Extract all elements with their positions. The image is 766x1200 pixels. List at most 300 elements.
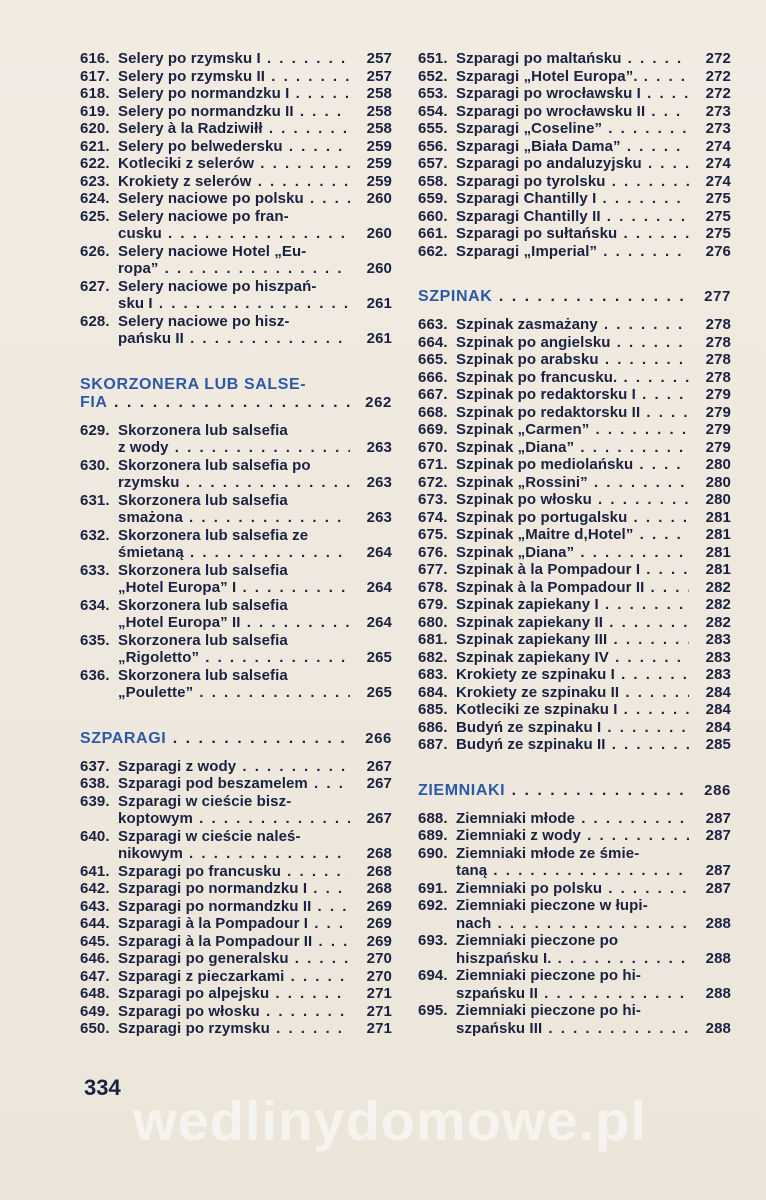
entry-title [456, 155, 689, 173]
entry-page-number: 279 [705, 403, 731, 421]
entry-number: 692. [418, 897, 448, 914]
entry-number: 686. [418, 718, 448, 736]
entry-title-line: taną . . . [456, 862, 689, 880]
section-page-number: 277 [704, 288, 731, 305]
entry-number: 666. [418, 368, 448, 386]
entry-number: 655. [418, 120, 448, 137]
entry-number: 623. [80, 172, 110, 190]
entry-page-number: 259 [366, 155, 392, 172]
index-entry [80, 880, 392, 898]
entry-title-line: Ziemniaki młode . . . [456, 810, 689, 828]
index-entry [80, 1003, 392, 1021]
entry-title-line: „Poulette” . . . [118, 684, 350, 702]
entry-title-line: śmietaną . . . [118, 544, 350, 562]
entry-page-number: 287 [705, 827, 731, 844]
entry-title [456, 561, 689, 579]
entry-title [456, 404, 689, 422]
entry-number: 688. [418, 809, 448, 827]
entry-page-number: 284 [705, 683, 731, 701]
index-entry [80, 968, 392, 986]
entry-title-line: Szpinak po włosku . . . [456, 491, 689, 509]
entry-title [118, 313, 350, 348]
entry-title-line: Kotleciki ze szpinaku I . . . [456, 701, 689, 719]
entry-title-line: rzymsku . . . [118, 474, 350, 492]
entry-title-line: Szparagi „Biała Dama” . . . [456, 138, 689, 156]
entry-page-number: 285 [705, 736, 731, 753]
index-entry [80, 667, 392, 702]
section-page-number: 286 [704, 781, 731, 799]
index-entry [80, 915, 392, 933]
entry-title-line: Skorzonera lub salsefia [118, 666, 288, 684]
index-entry [80, 278, 392, 313]
entry-title [456, 932, 689, 967]
entry-title [118, 457, 350, 492]
index-entry [418, 579, 731, 597]
entry-page-number: 272 [705, 67, 731, 85]
entry-number: 684. [418, 683, 448, 701]
entry-title-line: cusku . . . [118, 225, 350, 243]
entry-title-line: Szparagi pod beszamelem . . . [118, 775, 350, 793]
entry-title [456, 810, 689, 828]
entry-number: 671. [418, 456, 448, 473]
index-column-right [418, 50, 731, 1037]
entry-title [118, 898, 350, 916]
entry-page-number: 273 [705, 120, 731, 137]
entry-title [118, 138, 350, 156]
entry-title [456, 649, 689, 667]
entry-page-number: 265 [366, 684, 392, 701]
entry-title [456, 456, 689, 474]
section-title-line: FIA . . . [80, 394, 350, 412]
entry-title [456, 439, 689, 457]
entry-number: 672. [418, 473, 448, 491]
index-entry [80, 758, 392, 776]
entry-number: 654. [418, 102, 448, 120]
entry-title-line: Szparagi à la Pompadour II . . . [118, 933, 350, 951]
index-entry [80, 828, 392, 863]
entry-page-number: 278 [705, 333, 731, 351]
entry-number: 660. [418, 207, 448, 225]
index-entry [80, 243, 392, 278]
entry-title [118, 1020, 350, 1038]
index-entry [80, 68, 392, 86]
entry-title [456, 208, 689, 226]
index-entry [418, 456, 731, 474]
entry-page-number: 280 [705, 456, 731, 473]
index-entry [418, 561, 731, 579]
entry-title-line: Szparagi „Imperial” . . . [456, 243, 689, 261]
index-entry [418, 404, 731, 422]
entry-page-number: 268 [366, 845, 392, 862]
index-entry [80, 103, 392, 121]
entry-number: 621. [80, 137, 110, 155]
entry-title-line: Szpinak zasmażany . . . [456, 316, 689, 334]
entry-page-number: 261 [366, 330, 392, 347]
entry-title-line: Szpinak à la Pompadour II . . . [456, 579, 689, 597]
entry-number: 634. [80, 596, 110, 614]
index-entry [418, 120, 731, 138]
entry-title-line: Skorzonera lub salsefia [118, 491, 288, 509]
entry-title [118, 173, 350, 191]
entry-page-number: 279 [705, 386, 731, 403]
index-entry [80, 562, 392, 597]
entry-title [456, 736, 689, 754]
entry-title-line: sku I . . . [118, 295, 350, 313]
entry-page-number: 288 [705, 984, 731, 1002]
entry-number: 662. [418, 242, 448, 260]
entry-page-number: 271 [366, 1002, 392, 1020]
entry-title-line: Szparagi Chantilly I . . . [456, 190, 689, 208]
entry-number: 657. [418, 155, 448, 172]
section-title [80, 376, 350, 412]
index-entry [80, 898, 392, 916]
entry-page-number: 263 [366, 439, 392, 456]
entry-title [118, 950, 350, 968]
entry-title [118, 597, 350, 632]
entry-page-number: 269 [366, 897, 392, 915]
index-entry [418, 810, 731, 828]
entry-title [456, 316, 689, 334]
entry-page-number: 274 [705, 172, 731, 190]
index-entry [418, 369, 731, 387]
index-entry [80, 632, 392, 667]
index-entry [418, 967, 731, 1002]
entry-title-line: Selery à la Radziwiłł . . . [118, 120, 350, 138]
entry-title [118, 880, 350, 898]
entry-number: 664. [418, 333, 448, 351]
entry-page-number: 279 [705, 421, 731, 438]
entry-number: 644. [80, 915, 110, 932]
entry-title-line: „Hotel Europa” I . . . [118, 579, 350, 597]
entry-title-line: Szparagi w cieście bisz- [118, 792, 292, 810]
entry-title [456, 596, 689, 614]
entry-title-line: Skorzonera lub salsefia ze [118, 526, 309, 544]
page-number: 334 [84, 1075, 121, 1100]
entry-title-line: Krokiety z selerów . . . [118, 173, 350, 191]
entry-title [118, 632, 350, 667]
entry-number: 618. [80, 85, 110, 102]
entry-page-number: 275 [705, 207, 731, 225]
entry-page-number: 269 [366, 932, 392, 950]
entry-number: 675. [418, 526, 448, 543]
section-title-line: SZPINAK . . . [418, 288, 689, 306]
entry-title-line: Selery naciowe po hisz- [118, 312, 290, 330]
entry-page-number: 260 [366, 225, 392, 242]
index-entry [418, 243, 731, 261]
entry-page-number: 281 [705, 561, 731, 578]
entry-title [456, 225, 689, 243]
entry-title [456, 1002, 689, 1037]
watermark: wedlinydomowe.pl [133, 1089, 647, 1152]
entry-title [456, 684, 689, 702]
entry-number: 646. [80, 950, 110, 967]
index-entry [80, 422, 392, 457]
entry-number: 648. [80, 985, 110, 1002]
entry-title-line: Szpinak zapiekany II . . . [456, 614, 689, 632]
entry-title [118, 155, 350, 173]
entry-number: 685. [418, 701, 448, 718]
index-entry [418, 173, 731, 191]
entry-page-number: 280 [705, 491, 731, 508]
entry-page-number: 288 [705, 949, 731, 967]
entry-page-number: 278 [705, 351, 731, 368]
entry-number: 645. [80, 932, 110, 950]
entry-title-line: Budyń ze szpinaku I . . . [456, 719, 689, 737]
entry-title [456, 50, 689, 68]
entry-title [456, 173, 689, 191]
index-entry [418, 880, 731, 898]
entry-title-line: szpańsku II . . . [456, 985, 689, 1003]
entry-title [118, 190, 350, 208]
entry-title-line: „Hotel Europa” II . . . [118, 614, 350, 632]
entry-number: 695. [418, 1002, 448, 1019]
index-entry [418, 932, 731, 967]
entry-title-line: Szpinak po arabsku . . . [456, 351, 689, 369]
index-entry [80, 138, 392, 156]
entry-title-line: Budyń ze szpinaku II . . . [456, 736, 689, 754]
section-title-line: ZIEMNIAKI . . . [418, 782, 689, 800]
entry-title [456, 351, 689, 369]
entry-title [456, 103, 689, 121]
entry-title-line: Szparagi po normandzku I . . . [118, 880, 350, 898]
entry-number: 667. [418, 386, 448, 403]
entry-title [118, 863, 350, 881]
entry-number: 678. [418, 578, 448, 596]
entry-page-number: 258 [366, 102, 392, 120]
entry-title [118, 562, 350, 597]
index-entry [418, 1002, 731, 1037]
entry-title-line: Ziemniaki młode ze śmie- [456, 844, 640, 862]
entry-title-line: Skorzonera lub salsefia po [118, 456, 311, 474]
entry-number: 653. [418, 85, 448, 102]
entry-number: 680. [418, 613, 448, 631]
entry-title-line: ropa” . . . [118, 260, 350, 278]
entry-title [456, 579, 689, 597]
entry-page-number: 278 [705, 368, 731, 386]
entry-title [456, 85, 689, 103]
index-entry [80, 173, 392, 191]
entry-number: 629. [80, 421, 110, 439]
entry-title-line: Skorzonera lub salsefia [118, 421, 288, 439]
entry-page-number: 264 [366, 544, 392, 561]
entry-title-line: Szparagi po włosku . . . [118, 1003, 350, 1021]
entry-number: 673. [418, 491, 448, 508]
entry-page-number: 282 [705, 596, 731, 613]
entry-title [456, 491, 689, 509]
entry-title [118, 68, 350, 86]
entry-title [456, 120, 689, 138]
entry-number: 659. [418, 190, 448, 207]
entry-number: 640. [80, 827, 110, 845]
entry-title-line: Skorzonera lub salsefia [118, 631, 288, 649]
entry-page-number: 258 [366, 120, 392, 137]
entry-number: 691. [418, 879, 448, 897]
entry-title-line: pańsku II . . . [118, 330, 350, 348]
entry-page-number: 275 [705, 190, 731, 207]
entry-title-line: Szpinak à la Pompadour I . . . [456, 561, 689, 579]
entry-title-line: Selery po belwedersku . . . [118, 138, 350, 156]
entry-page-number: 283 [705, 631, 731, 648]
entry-number: 682. [418, 648, 448, 666]
entry-number: 626. [80, 242, 110, 260]
entry-number: 681. [418, 631, 448, 648]
entry-title-line: Szpinak „Maitre d,Hotel” . . . [456, 526, 689, 544]
index-entry [418, 386, 731, 404]
entry-title-line: Selery naciowe Hotel „Eu- [118, 242, 307, 260]
entry-number: 665. [418, 351, 448, 368]
entry-title [456, 474, 689, 492]
entry-title-line: Selery po rzymsku II . . . [118, 68, 350, 86]
entry-title [456, 845, 689, 880]
entry-page-number: 282 [705, 613, 731, 631]
entry-number: 651. [418, 50, 448, 67]
index-entry [418, 316, 731, 334]
entry-title [456, 967, 689, 1002]
index-entry [418, 491, 731, 509]
entry-number: 643. [80, 897, 110, 915]
entry-title-line: Ziemniaki pieczone po hi- [456, 967, 642, 984]
entry-page-number: 258 [366, 85, 392, 102]
entry-title [118, 492, 350, 527]
index-entry [418, 50, 731, 68]
entry-title [456, 138, 689, 156]
entry-number: 636. [80, 666, 110, 684]
entry-title [118, 527, 350, 562]
entry-title [118, 915, 350, 933]
entry-title [456, 880, 689, 898]
section-heading [418, 782, 731, 800]
entry-page-number: 264 [366, 614, 392, 631]
entry-title-line: Szpinak po francusku. . . . [456, 369, 689, 387]
index-entry [418, 526, 731, 544]
entry-page-number: 278 [705, 316, 731, 333]
index-entry [80, 1020, 392, 1038]
entry-title-line: Ziemniaki pieczone po [456, 932, 619, 949]
entry-title-line: Szpinak po redaktorsku I . . . [456, 386, 689, 404]
entry-title [118, 933, 350, 951]
index-entry [418, 474, 731, 492]
entry-number: 663. [418, 316, 448, 333]
entry-title [118, 422, 350, 457]
index-entry [80, 985, 392, 1003]
entry-title [456, 666, 689, 684]
index-entry [80, 120, 392, 138]
entry-title [456, 369, 689, 387]
entry-title [118, 120, 350, 138]
entry-number: 624. [80, 190, 110, 207]
entry-number: 676. [418, 543, 448, 561]
index-entry [418, 684, 731, 702]
entry-page-number: 281 [705, 526, 731, 543]
entry-page-number: 272 [705, 50, 731, 67]
entry-title-line: nach . . . [456, 915, 689, 933]
entry-title [118, 50, 350, 68]
entry-title-line: Szparagi po wrocławsku II . . . [456, 103, 689, 121]
entry-title [456, 190, 689, 208]
entry-page-number: 257 [366, 50, 392, 67]
entry-number: 679. [418, 596, 448, 613]
entry-title [118, 208, 350, 243]
entry-number: 641. [80, 862, 110, 880]
entry-page-number: 273 [705, 102, 731, 120]
entry-number: 668. [418, 403, 448, 421]
entry-number: 619. [80, 102, 110, 120]
entry-title-line: Selery po normandzku II . . . [118, 103, 350, 121]
index-entry [80, 208, 392, 243]
entry-number: 616. [80, 50, 110, 67]
entry-title [456, 614, 689, 632]
index-column-left [80, 50, 392, 1038]
section-heading [418, 288, 731, 306]
entry-page-number: 288 [705, 914, 731, 932]
entry-page-number: 284 [705, 718, 731, 736]
entry-page-number: 274 [705, 155, 731, 172]
entry-title [456, 243, 689, 261]
index-entry [418, 614, 731, 632]
entry-number: 674. [418, 508, 448, 526]
entry-title-line: Szparagi po rzymsku . . . [118, 1020, 350, 1038]
entry-title [118, 985, 350, 1003]
index-entry [418, 649, 731, 667]
index-entry [418, 103, 731, 121]
index-entry [418, 666, 731, 684]
entry-title-line: Szparagi po alpejsku . . . [118, 985, 350, 1003]
entry-number: 631. [80, 491, 110, 509]
entry-number: 649. [80, 1002, 110, 1020]
entry-page-number: 269 [366, 915, 392, 932]
index-entry [80, 492, 392, 527]
entry-title-line: Szparagi Chantilly II . . . [456, 208, 689, 226]
index-entry [418, 544, 731, 562]
entry-number: 669. [418, 421, 448, 438]
section-heading [80, 376, 392, 412]
entry-title [118, 278, 350, 313]
entry-title-line: Szparagi à la Pompadour I . . . [118, 915, 350, 933]
entry-number: 658. [418, 172, 448, 190]
entry-page-number: 271 [366, 985, 392, 1002]
entry-title-line: Szpinak po portugalsku . . . [456, 509, 689, 527]
entry-title-line: Selery po rzymsku I . . . [118, 50, 350, 68]
entry-title [118, 103, 350, 121]
index-entry [418, 155, 731, 173]
entry-title [118, 828, 350, 863]
entry-number: 689. [418, 827, 448, 844]
entry-number: 690. [418, 844, 448, 862]
section-page-number: 266 [365, 729, 392, 747]
entry-title-line: Ziemniaki z wody . . . [456, 827, 689, 845]
entry-title-line: Szpinak po redaktorsku II . . . [456, 404, 689, 422]
entry-number: 650. [80, 1020, 110, 1037]
index-entry [418, 631, 731, 649]
index-entry [418, 736, 731, 754]
entry-page-number: 271 [366, 1020, 392, 1037]
entry-number: 620. [80, 120, 110, 137]
index-entry [418, 68, 731, 86]
entry-title-line: Szparagi po wrocławsku I . . . [456, 85, 689, 103]
section-title-line: SKORZONERA LUB SALSE- [80, 375, 307, 393]
entry-number: 683. [418, 666, 448, 683]
entry-title-line: „Rigoletto” . . . [118, 649, 350, 667]
entry-number: 622. [80, 155, 110, 172]
entry-title-line: szpańsku III . . . [456, 1020, 689, 1038]
entry-title-line: Selery naciowe po polsku . . . [118, 190, 350, 208]
index-entry [418, 439, 731, 457]
entry-title-line: Szpinak zapiekany III . . . [456, 631, 689, 649]
entry-title-line: Selery naciowe po fran- [118, 207, 289, 225]
index-entry [80, 527, 392, 562]
entry-page-number: 261 [366, 295, 392, 312]
entry-number: 638. [80, 775, 110, 792]
